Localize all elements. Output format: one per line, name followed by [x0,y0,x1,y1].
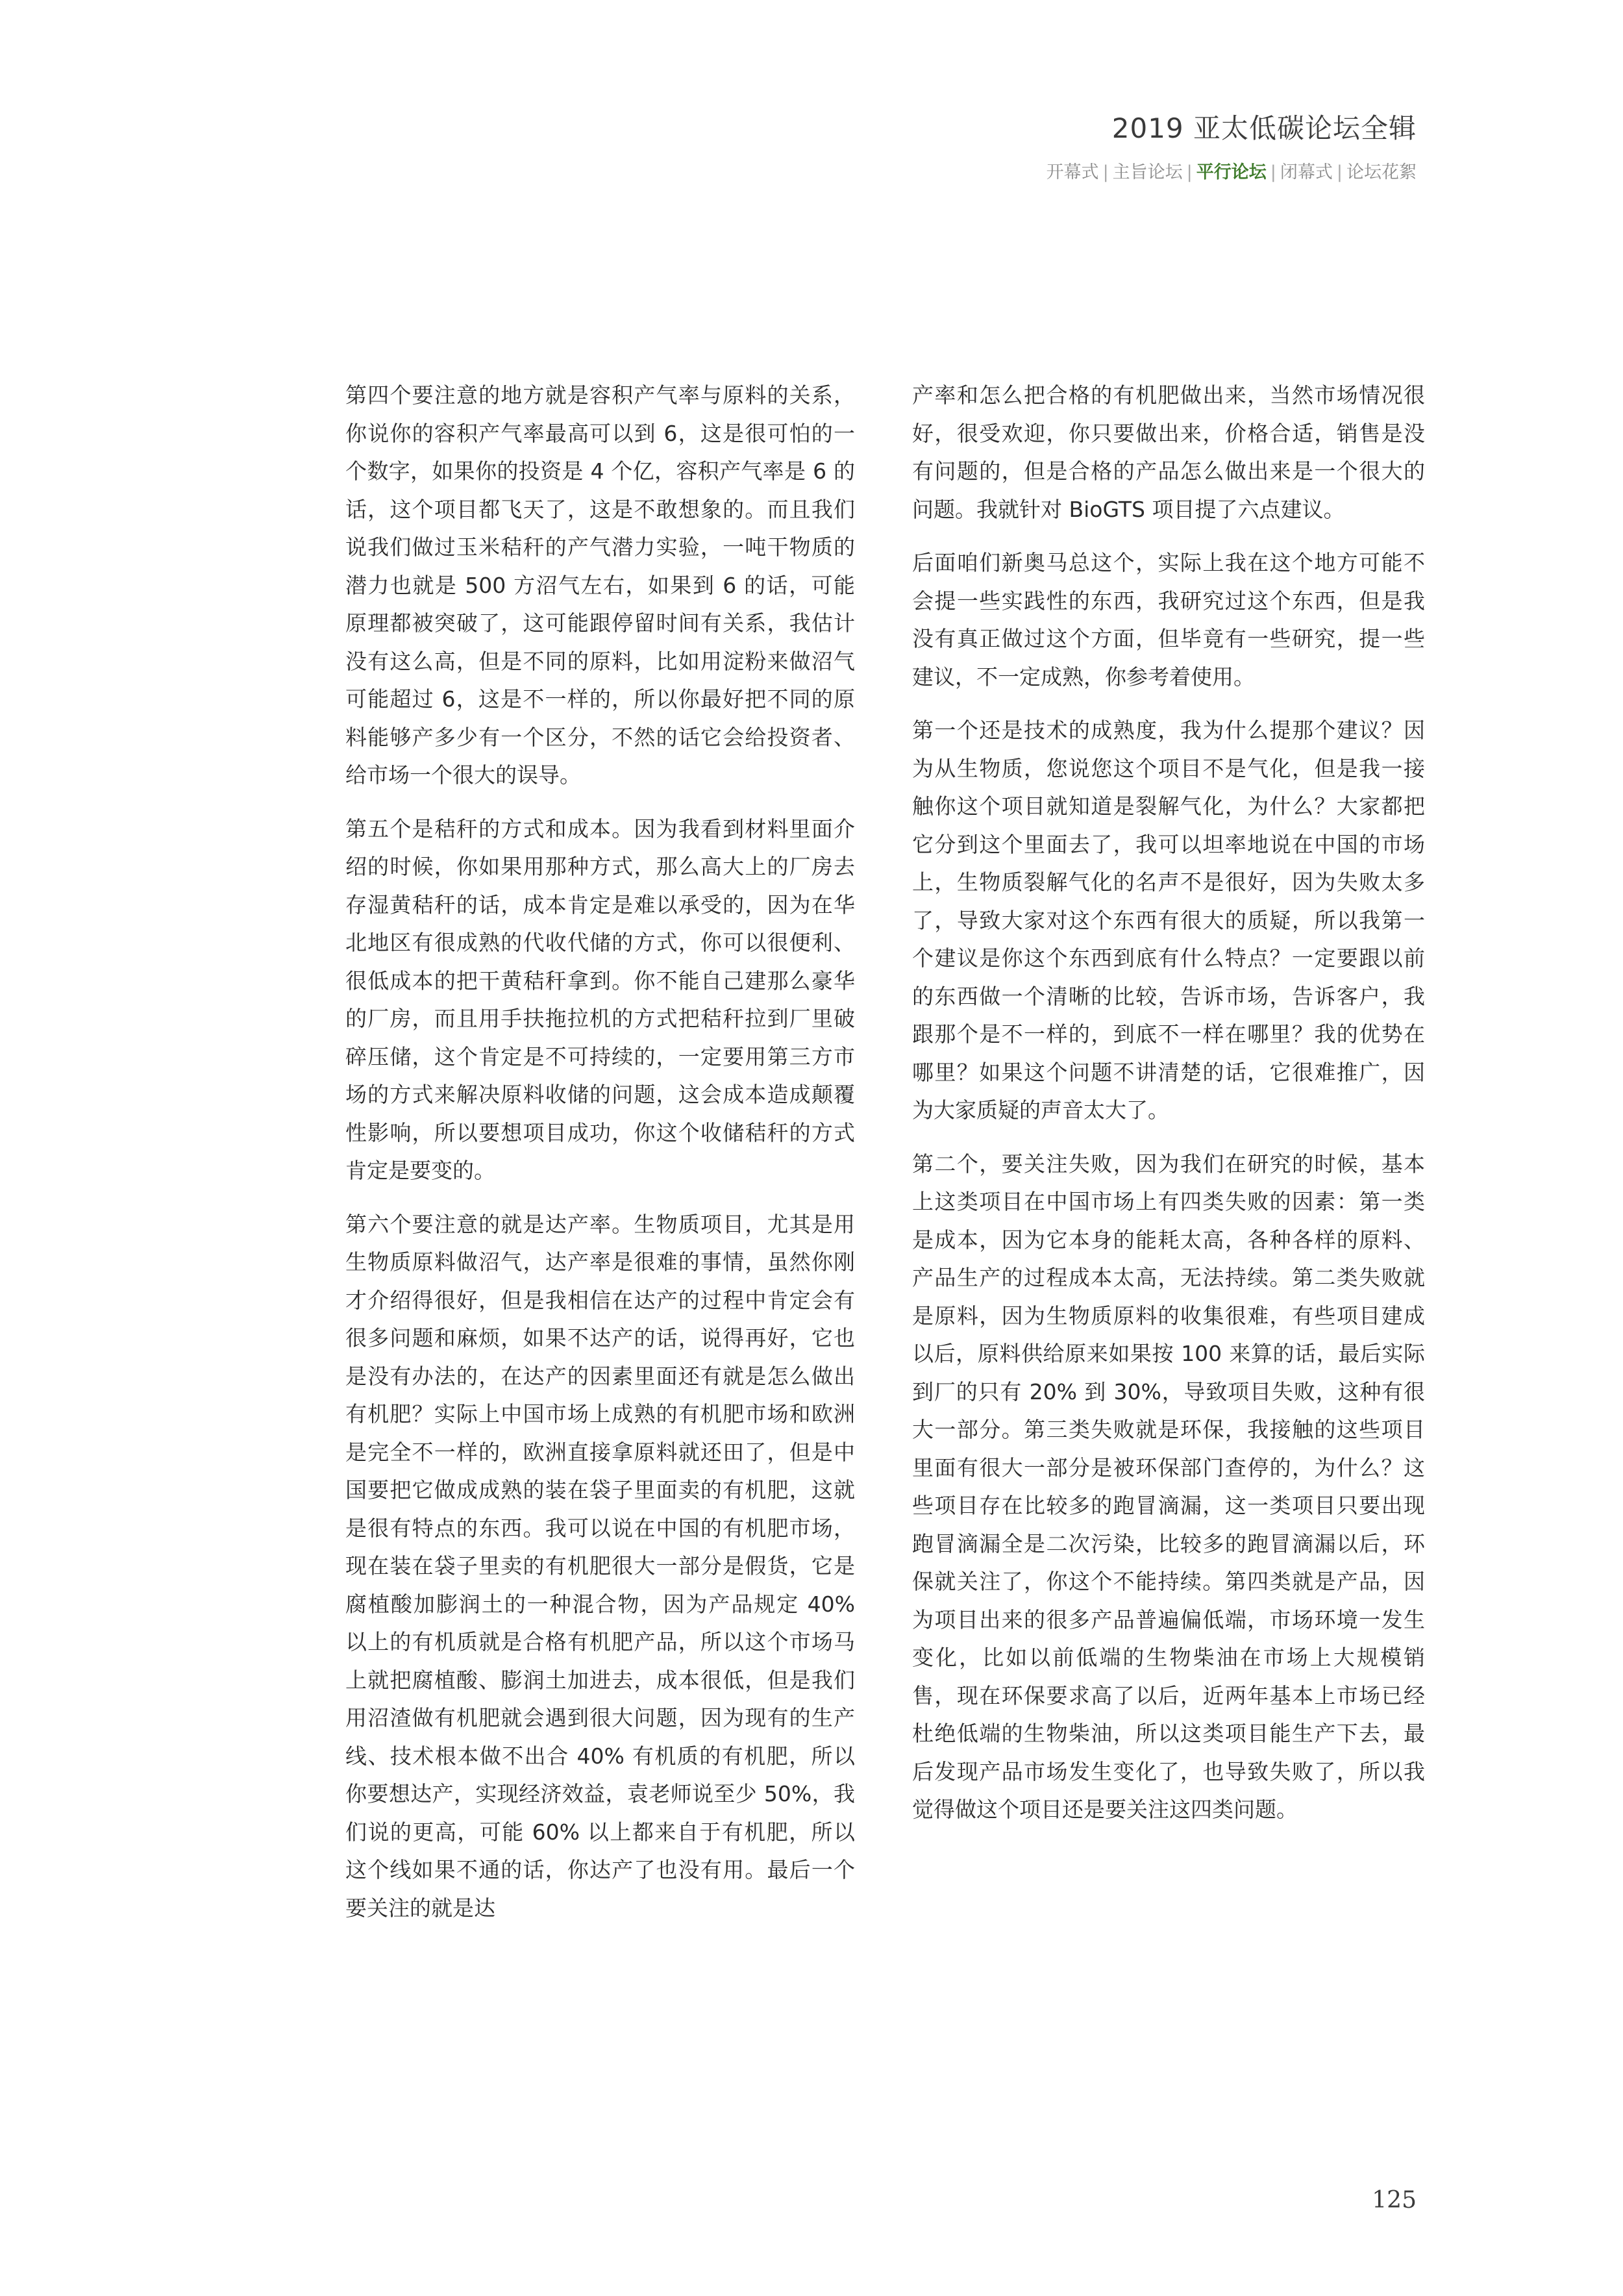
nav-item-parallel-forum[interactable]: 平行论坛 [1196,162,1267,182]
paragraph: 第六个要注意的就是达产率。生物质项目，尤其是用生物质原料做沼气，达产率是很难的事情，虽然你刚才介绍得很好，但是我相信在达产的过程中肯定会有很多问题和麻烦，如果不达产的话，说得再好，它也是没有办法的，在达产的因素里面还有就是怎么做出有机肥？实际上中国市场上成熟的有机肥市场和欧洲是完全不一样的，欧洲直接拿原料就还田了，但是中国要把它做成成熟的装在袋子里面卖的有机肥，这就是很有特点的东西。我可以说在中国的有机肥市场，现在装在袋子里卖的有机肥很大一部分是假货，它是腐植酸加膨润土的一种混合物，因为产品规定 40% 以上的有机质就是合格有机肥产品，所以这个市场马上就把腐植酸、膨润土加进去，成本很低，但是我们用沼渣做有机肥就会遇到很大问题，因为现有的生产线、技术根本做不出合 40% 有机质的有机肥，所以你要想达产，实现经济效益，袁老师说至少 50%，我们说的更高，可能 60% 以上都来自于有机肥，所以这个线如果不通的话，你达产了也没有用。最后一个要关注的就是达 [345,1211,855,1921]
nav-item-opening[interactable]: 开幕式 [1046,162,1099,182]
nav-separator: | [1270,162,1276,182]
nav-separator: | [1102,162,1109,182]
left-text-column [345,377,855,1943]
page-number: 125 [1372,2187,1417,2214]
nav-item-keynote[interactable]: 主旨论坛 [1112,162,1183,182]
nav-item-closing[interactable]: 闭幕式 [1280,162,1333,182]
paragraph: 后面咱们新奥马总这个，实际上我在这个地方可能不会提一些实践性的东西，我研究过这个东西，但是我没有真正做过这个方面，但毕竟有一些研究，提一些建议，不一定成熟，你参考着使用。 [912,550,1425,690]
right-text-column [912,377,1425,1845]
nav-separator: | [1186,162,1193,182]
nav-item-highlights[interactable]: 论坛花絮 [1346,162,1417,182]
paragraph: 第二个，要关注失败，因为我们在研究的时候，基本上这类项目在中国市场上有四类失败的因素：第一类是成本，因为它本身的能耗太高，各种各样的原料、产品生产的过程成本太高，无法持续。第二类失败就是原料，因为生物质原料的收集很难，有些项目建成以后，原料供给原来如果按 100 来算的话，最后实际到厂的只有 20% 到 30%，导致项目失败，这种有很大一部分。第三类失败就是环保，我接触的这些项目里面有很大一部分是被环保部门查停的，为什么？这些项目存在比较多的跑冒滴漏，这一类项目只要出现跑冒滴漏全是二次污染，比较多的跑冒滴漏以后，环保就关注了，你这个不能持续。第四类就是产品，因为项目出来的很多产品普遍偏低端，市场环境一发生变化，比如以前低端的生物柴油在市场上大规模销售，现在环保要求高了以后，近两年基本上市场已经杜绝低端的生物柴油，所以这类项目能生产下去，最后发现产品市场发生变化了，也导致失败了，所以我觉得做这个项目还是要关注这四类问题。 [912,1151,1425,1822]
paragraph: 产率和怎么把合格的有机肥做出来，当然市场情况很好，很受欢迎，你只要做出来，价格合适，销售是没有问题的，但是合格的产品怎么做出来是一个很大的问题。我就针对 BioGTS 项目提了六点建议。 [912,382,1425,522]
nav-separator: | [1336,162,1343,182]
page-header [1047,110,1417,184]
paragraph: 第五个是秸秆的方式和成本。因为我看到材料里面介绍的时候，你如果用那种方式，那么高大上的厂房去存湿黄秸秆的话，成本肯定是难以承受的，因为在华北地区有很成熟的代收代储的方式，你可以很便利、很低成本的把干黄秸秆拿到。你不能自己建那么豪华的厂房，而且用手扶拖拉机的方式把秸秆拉到厂里破碎压储，这个肯定是不可持续的，一定要用第三方市场的方式来解决原料收储的问题，这会成本造成颠覆性影响，所以要想项目成功，你这个收储秸秆的方式肯定是要变的。 [345,816,855,1183]
paragraph: 第一个还是技术的成熟度，我为什么提那个建议？因为从生物质，您说您这个项目不是气化，但是我一接触你这个项目就知道是裂解气化，为什么？大家都把它分到这个里面去了，我可以坦率地说在中国的市场上，生物质裂解气化的名声不是很好，因为失败太多了，导致大家对这个东西有很大的质疑，所以我第一个建议是你这个东西到底有什么特点？一定要跟以前的东西做一个清晰的比较，告诉市场，告诉客户，我跟那个是不一样的，到底不一样在哪里？我的优势在哪里？如果这个问题不讲清楚的话，它很难推广，因为大家质疑的声音太大了。 [912,718,1425,1123]
section-nav [1047,161,1417,184]
paragraph: 第四个要注意的地方就是容积产气率与原料的关系，你说你的容积产气率最高可以到 6，这是很可怕的一个数字，如果你的投资是 4 个亿，容积产气率是 6 的话，这个项目都飞天了，这是不敢想象的。而且我们说我们做过玉米秸秆的产气潜力实验，一吨干物质的潜力也就是 500 方沼气左右，如果到 6 的话，可能原理都被突破了，这可能跟停留时间有关系，我估计没有这么高，但是不同的原料，比如用淀粉来做沼气可能超过 6，这是不一样的，所以你最好把不同的原料能够产多少有一个区分，不然的话它会给投资者、给市场一个很大的误导。 [345,382,855,788]
book-title: 2019 亚太低碳论坛全辑 [1111,112,1417,144]
